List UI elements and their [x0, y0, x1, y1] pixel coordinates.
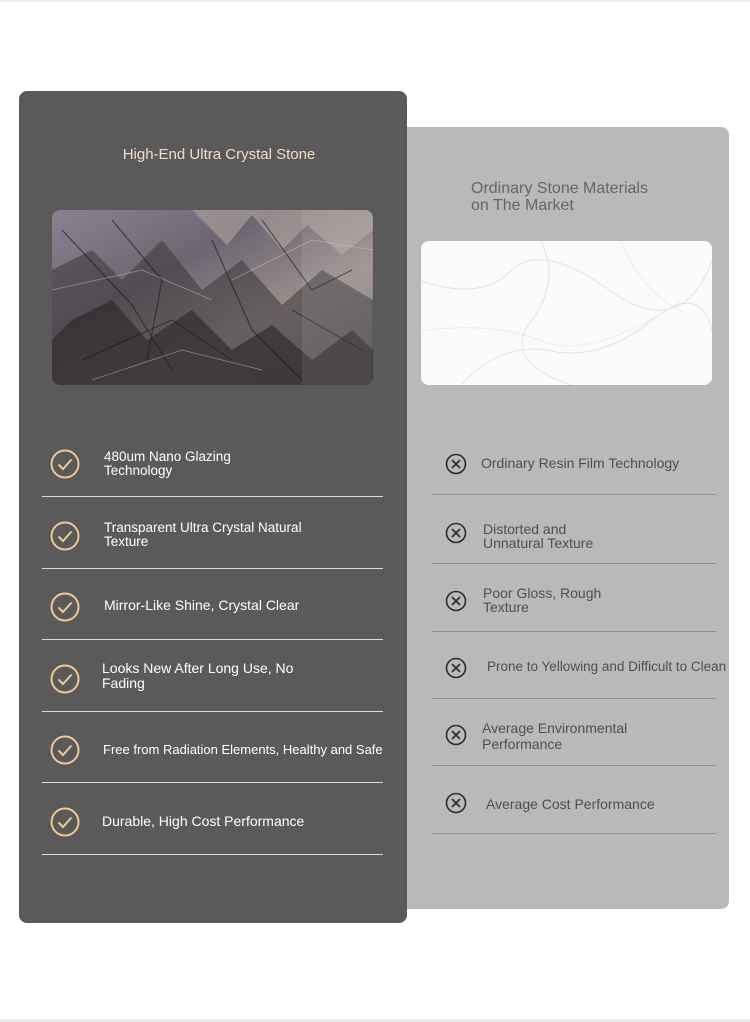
- check-circle-icon: [50, 807, 80, 837]
- x-circle-icon: [445, 522, 467, 544]
- feature-label: Average Cost Performance: [486, 796, 655, 812]
- feature-label: Transparent Ultra Crystal Natural: [104, 520, 302, 535]
- ordinary-stone-image: [421, 241, 712, 385]
- feature-label: Free from Radiation Elements, Healthy and Safe: [103, 742, 383, 757]
- ordinary-card-title: Ordinary Stone Materials on The Market: [471, 180, 648, 214]
- premium-feature-row: [42, 782, 383, 855]
- check-circle-icon: [50, 592, 80, 622]
- feature-label: Distorted and: [483, 521, 567, 537]
- premium-feature-row: [42, 496, 383, 569]
- feature-label: Looks New After Long Use, No: [102, 660, 294, 676]
- feature-label: 480um Nano Glazing: [104, 449, 231, 464]
- feature-label: Performance: [482, 736, 563, 752]
- x-circle-icon: [445, 724, 467, 746]
- check-circle-icon: [50, 735, 80, 765]
- feature-label: Texture: [483, 599, 529, 615]
- feature-label: Technology: [104, 463, 173, 478]
- premium-feature-row: [42, 639, 383, 712]
- check-circle-icon: [50, 449, 80, 479]
- ordinary-feature-row: [432, 494, 716, 564]
- feature-label: Durable, High Cost Performance: [102, 813, 305, 829]
- x-circle-icon: [445, 453, 467, 475]
- ordinary-stone-card: [407, 127, 729, 909]
- x-circle-icon: [445, 792, 467, 814]
- feature-label: Texture: [104, 534, 149, 549]
- feature-label: Unnatural Texture: [483, 535, 594, 551]
- x-circle-icon: [445, 590, 467, 612]
- feature-label: Mirror-Like Shine, Crystal Clear: [104, 597, 300, 613]
- premium-card-title: High-End Ultra Crystal Stone: [122, 146, 316, 163]
- crystal-stone-image: [52, 210, 373, 385]
- ordinary-feature-row: [432, 698, 716, 766]
- ordinary-feature-row: [432, 563, 716, 632]
- premium-stone-card: [19, 91, 407, 923]
- feature-label: Average Environmental: [482, 720, 628, 736]
- ordinary-feature-row: [432, 631, 727, 699]
- check-circle-icon: [50, 664, 80, 694]
- feature-label: Fading: [102, 675, 145, 691]
- feature-label: Ordinary Resin Film Technology: [481, 455, 680, 471]
- top-divider: [0, 0, 750, 2]
- premium-feature-row: [42, 568, 383, 640]
- ordinary-feature-row: [432, 765, 716, 834]
- check-circle-icon: [50, 521, 80, 551]
- x-circle-icon: [445, 657, 467, 679]
- ordinary-feature-row: [432, 427, 716, 495]
- premium-feature-row: [42, 711, 383, 783]
- feature-label: Prone to Yellowing and Difficult to Clean: [487, 659, 727, 674]
- feature-label: Poor Gloss, Rough: [483, 585, 602, 601]
- premium-feature-row: [42, 429, 383, 497]
